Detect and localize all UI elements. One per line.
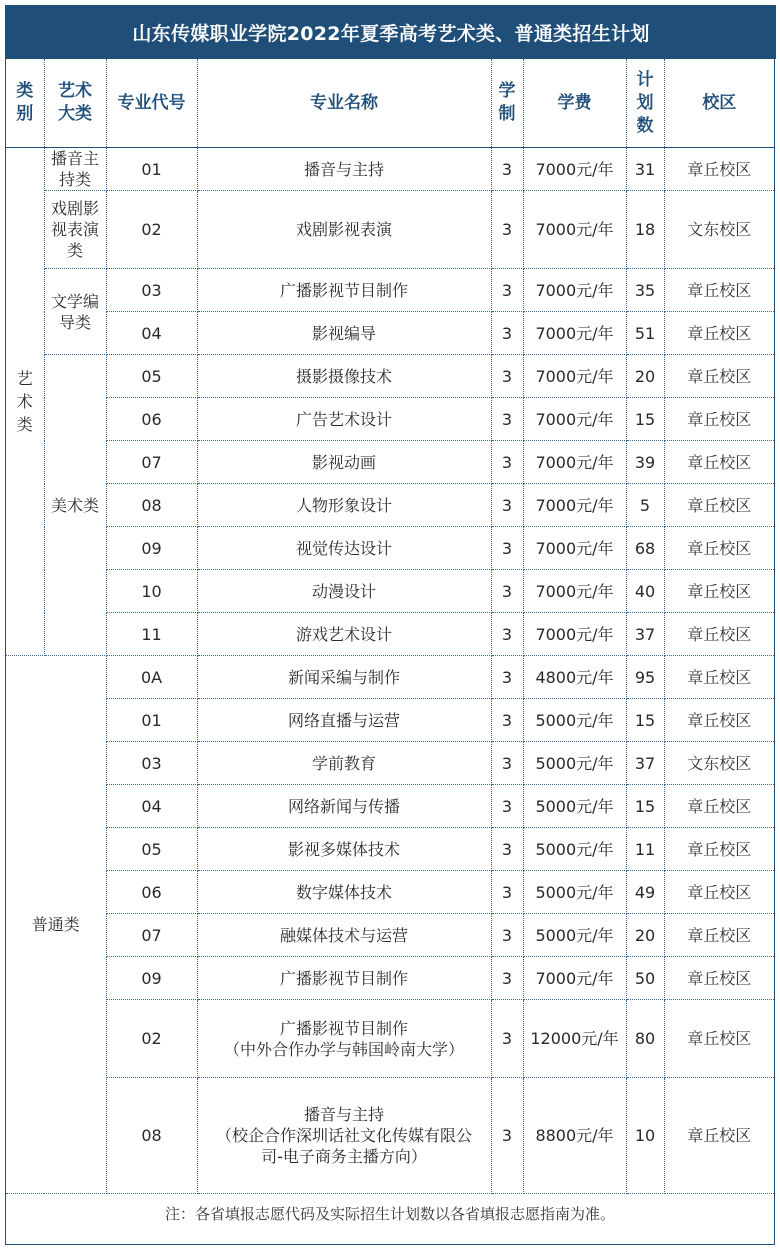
cell-years: 3: [491, 656, 523, 699]
category-art-char: 类: [16, 415, 33, 434]
art-group-line: 视表演: [50, 220, 99, 239]
table-row: [6, 355, 774, 398]
cell-plan: 18: [626, 191, 664, 269]
cell-fee: 5000元/年: [523, 914, 626, 957]
cell-plan: 68: [626, 527, 664, 570]
header-years: [491, 59, 523, 148]
table-row: [6, 527, 774, 570]
cell-fee: 7000元/年: [523, 441, 626, 484]
cell-plan: 15: [626, 785, 664, 828]
cell-code: 04: [106, 785, 197, 828]
cell-code: 01: [106, 699, 197, 742]
cell-code: 01: [106, 148, 197, 191]
cell-years: 3: [491, 398, 523, 441]
cell-campus: 章丘校区: [664, 484, 774, 527]
cell-fee: 7000元/年: [523, 269, 626, 312]
cell-name: 广播影视节目制作: [197, 957, 491, 1000]
cell-plan: 50: [626, 957, 664, 1000]
footnote: 注：各省填报志愿代码及实际招生计划数以各省填报志愿指南为准。: [6, 1194, 774, 1235]
cell-name-sub: 司-电子商务主播方向）: [261, 1147, 427, 1166]
cell-fee: 7000元/年: [523, 527, 626, 570]
cell-fee: 7000元/年: [523, 570, 626, 613]
cell-campus: 文东校区: [664, 742, 774, 785]
cell-code: 02: [106, 191, 197, 269]
table-row: [6, 269, 774, 312]
cell-fee: 7000元/年: [523, 148, 626, 191]
cell-name: 视觉传达设计: [197, 527, 491, 570]
cell-plan: 11: [626, 828, 664, 871]
cell-name: 数字媒体技术: [197, 871, 491, 914]
cell-name: 动漫设计: [197, 570, 491, 613]
cell-plan: 95: [626, 656, 664, 699]
cell-campus: 章丘校区: [664, 269, 774, 312]
cell-campus: 章丘校区: [664, 828, 774, 871]
cell-fee: 7000元/年: [523, 957, 626, 1000]
cell-name: 广播影视节目制作: [197, 269, 491, 312]
cell-campus: 文东校区: [664, 191, 774, 269]
cell-plan: 5: [626, 484, 664, 527]
table-row: [6, 742, 774, 785]
header-plan: [626, 59, 664, 148]
cell-fee: 7000元/年: [523, 398, 626, 441]
header-art-class-line: 大类: [58, 104, 92, 124]
table-row: [6, 148, 774, 191]
cell-code: 05: [106, 355, 197, 398]
header-years-line: 制: [498, 104, 516, 124]
art-group-broadcast: [44, 148, 106, 191]
cell-campus: 章丘校区: [664, 1078, 774, 1194]
cell-name: 播音与主持: [197, 148, 491, 191]
art-group-drama: [44, 191, 106, 269]
cell-fee: 5000元/年: [523, 699, 626, 742]
cell-years: 3: [491, 570, 523, 613]
cell-code: 09: [106, 527, 197, 570]
cell-plan: 37: [626, 613, 664, 656]
cell-name: 影视多媒体技术: [197, 828, 491, 871]
plan-document: [5, 5, 775, 1245]
header-art-class: [44, 59, 106, 148]
table-row: [6, 871, 774, 914]
cell-name: 新闻采编与制作: [197, 656, 491, 699]
cell-fee: 5000元/年: [523, 871, 626, 914]
cell-fee: 7000元/年: [523, 355, 626, 398]
cell-campus: 章丘校区: [664, 613, 774, 656]
cell-years: 3: [491, 828, 523, 871]
cell-code: 08: [106, 1078, 197, 1194]
cell-name: 游戏艺术设计: [197, 613, 491, 656]
cell-campus: 章丘校区: [664, 527, 774, 570]
cell-years: 3: [491, 355, 523, 398]
cell-code: 03: [106, 742, 197, 785]
cell-years: 3: [491, 191, 523, 269]
cell-plan: 15: [626, 398, 664, 441]
cell-campus: 章丘校区: [664, 570, 774, 613]
table-row: [6, 1000, 774, 1078]
table-row: [6, 570, 774, 613]
cell-plan: 10: [626, 1078, 664, 1194]
cell-campus: 章丘校区: [664, 656, 774, 699]
header-code: 专业代号: [106, 59, 197, 148]
table-row: [6, 613, 774, 656]
table-row: [6, 191, 774, 269]
cell-code: 03: [106, 269, 197, 312]
cell-name: 网络直播与运营: [197, 699, 491, 742]
category-art-char: 艺: [16, 369, 33, 388]
header-campus: 校区: [664, 59, 774, 148]
category-general: 普通类: [6, 656, 106, 1194]
cell-plan: 39: [626, 441, 664, 484]
cell-name: [197, 1078, 491, 1194]
cell-plan: 20: [626, 355, 664, 398]
header-category-line: 类: [16, 81, 34, 101]
table-row: [6, 785, 774, 828]
table-header-row: [6, 59, 774, 148]
cell-years: 3: [491, 148, 523, 191]
cell-plan: 40: [626, 570, 664, 613]
cell-name-main: 播音与主持: [303, 1105, 384, 1124]
cell-name: 戏剧影视表演: [197, 191, 491, 269]
cell-fee: 4800元/年: [523, 656, 626, 699]
table-row: [6, 699, 774, 742]
cell-name: 影视动画: [197, 441, 491, 484]
cell-code: 09: [106, 957, 197, 1000]
cell-campus: 章丘校区: [664, 441, 774, 484]
cell-fee: 7000元/年: [523, 191, 626, 269]
cell-campus: 章丘校区: [664, 312, 774, 355]
cell-code: 04: [106, 312, 197, 355]
cell-code: 10: [106, 570, 197, 613]
cell-years: 3: [491, 613, 523, 656]
cell-plan: 35: [626, 269, 664, 312]
art-group-line: 类: [66, 241, 83, 260]
table-row: [6, 398, 774, 441]
art-group-line: 导类: [58, 312, 91, 332]
cell-years: 3: [491, 1078, 523, 1194]
cell-plan: 20: [626, 914, 664, 957]
cell-name-main: 广播影视节目制作: [279, 1018, 408, 1038]
cell-code: 0A: [106, 656, 197, 699]
cell-campus: 章丘校区: [664, 355, 774, 398]
cell-code: 02: [106, 1000, 197, 1078]
cell-fee: 7000元/年: [523, 484, 626, 527]
cell-name: 融媒体技术与运营: [197, 914, 491, 957]
art-group-fine-arts: 美术类: [44, 355, 106, 656]
table-row: [6, 656, 774, 699]
cell-plan: 80: [626, 1000, 664, 1078]
cell-code: 08: [106, 484, 197, 527]
table-row: [6, 957, 774, 1000]
cell-campus: 章丘校区: [664, 957, 774, 1000]
cell-campus: 章丘校区: [664, 699, 774, 742]
cell-name: 人物形象设计: [197, 484, 491, 527]
cell-years: 3: [491, 312, 523, 355]
art-group-line: 播音主: [50, 149, 99, 168]
header-category: [6, 59, 44, 148]
note-row: [6, 1194, 774, 1235]
cell-name: 学前教育: [197, 742, 491, 785]
cell-years: 3: [491, 1000, 523, 1078]
cell-fee: 12000元/年: [523, 1000, 626, 1078]
cell-fee: 5000元/年: [523, 828, 626, 871]
art-group-line: 文学编: [50, 291, 99, 311]
table-row: [6, 828, 774, 871]
cell-years: 3: [491, 957, 523, 1000]
cell-name: [197, 1000, 491, 1078]
cell-campus: 章丘校区: [664, 785, 774, 828]
cell-code: 07: [106, 914, 197, 957]
header-category-line: 别: [16, 104, 34, 124]
table-row: [6, 312, 774, 355]
cell-code: 07: [106, 441, 197, 484]
cell-years: 3: [491, 527, 523, 570]
cell-plan: 37: [626, 742, 664, 785]
cell-campus: 章丘校区: [664, 914, 774, 957]
cell-years: 3: [491, 785, 523, 828]
category-art-char: 术: [16, 392, 33, 411]
cell-plan: 31: [626, 148, 664, 191]
cell-years: 3: [491, 742, 523, 785]
cell-name-sub: （校企合作深圳话社文化传媒有限公: [215, 1126, 472, 1145]
art-group-literature: [44, 269, 106, 355]
cell-plan: 49: [626, 871, 664, 914]
page-title: 山东传媒职业学院2022年夏季高考艺术类、普通类招生计划: [6, 5, 776, 59]
cell-fee: 7000元/年: [523, 312, 626, 355]
cell-code: 06: [106, 871, 197, 914]
cell-name: 影视编导: [197, 312, 491, 355]
cell-fee: 5000元/年: [523, 785, 626, 828]
table-row: [6, 914, 774, 957]
cell-campus: 章丘校区: [664, 1000, 774, 1078]
header-art-class-line: 艺术: [58, 81, 92, 101]
cell-plan: 51: [626, 312, 664, 355]
cell-code: 06: [106, 398, 197, 441]
cell-fee: 5000元/年: [523, 742, 626, 785]
cell-name: 网络新闻与传播: [197, 785, 491, 828]
cell-name: 广告艺术设计: [197, 398, 491, 441]
cell-code: 11: [106, 613, 197, 656]
enrollment-plan-table: [6, 59, 774, 1234]
header-fee: 学费: [523, 59, 626, 148]
header-plan-line: 计: [636, 69, 654, 90]
art-group-line: 戏剧影: [50, 199, 99, 218]
cell-years: 3: [491, 441, 523, 484]
header-plan-line: 划: [636, 92, 654, 113]
cell-fee: 7000元/年: [523, 613, 626, 656]
cell-code: 05: [106, 828, 197, 871]
cell-plan: 15: [626, 699, 664, 742]
cell-years: 3: [491, 871, 523, 914]
header-years-line: 学: [498, 81, 516, 101]
cell-campus: 章丘校区: [664, 871, 774, 914]
header-name: 专业名称: [197, 59, 491, 148]
cell-campus: 章丘校区: [664, 398, 774, 441]
cell-campus: 章丘校区: [664, 148, 774, 191]
header-plan-line: 数: [636, 115, 654, 136]
cell-name: 摄影摄像技术: [197, 355, 491, 398]
table-row: [6, 441, 774, 484]
cell-years: 3: [491, 484, 523, 527]
cell-years: 3: [491, 914, 523, 957]
table-row: [6, 484, 774, 527]
category-art: [6, 148, 44, 656]
cell-years: 3: [491, 269, 523, 312]
art-group-line: 持类: [58, 170, 91, 189]
cell-fee: 8800元/年: [523, 1078, 626, 1194]
table-row: [6, 1078, 774, 1194]
cell-name-sub: （中外合作办学与韩国岭南大学）: [223, 1039, 464, 1059]
cell-years: 3: [491, 699, 523, 742]
